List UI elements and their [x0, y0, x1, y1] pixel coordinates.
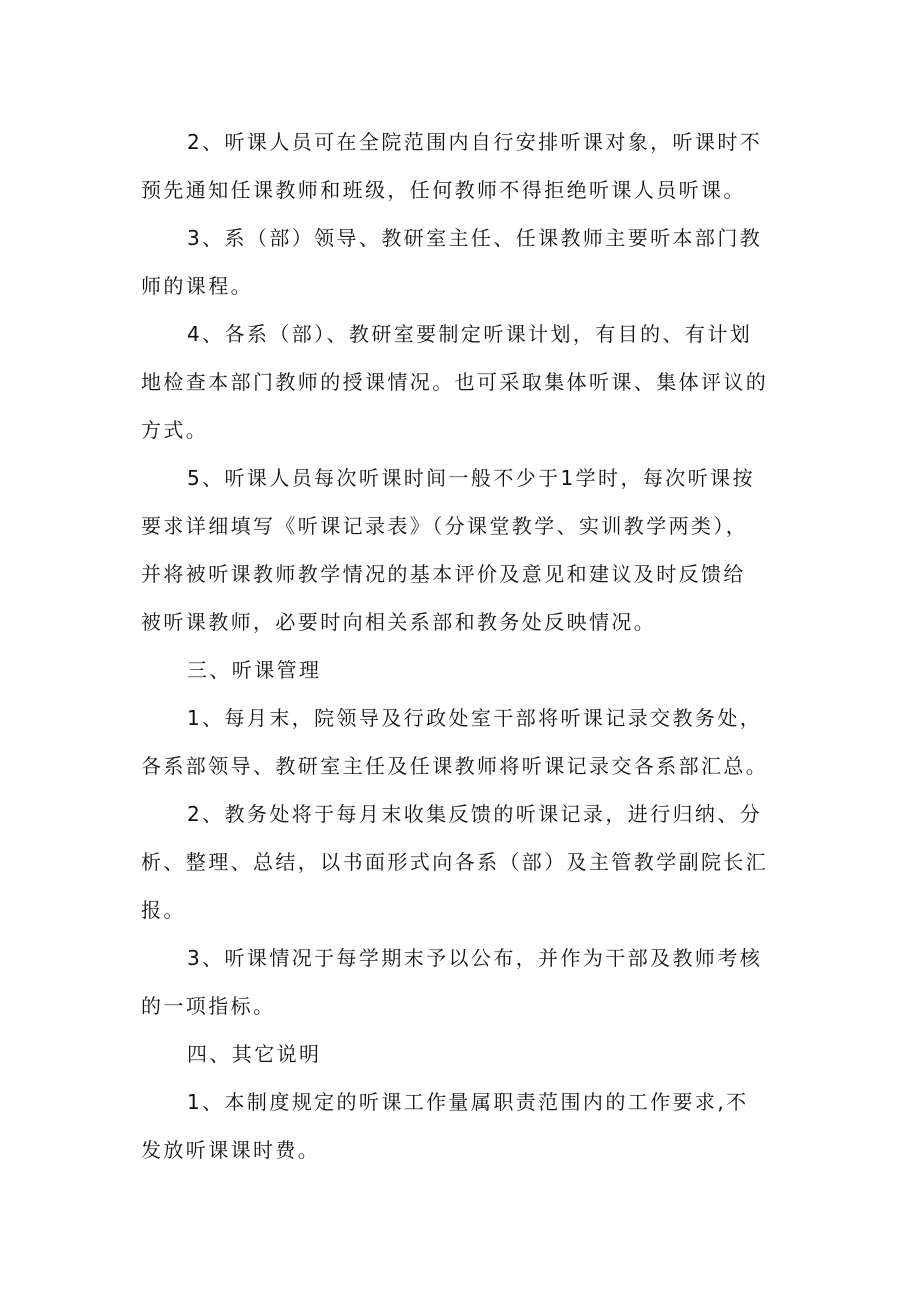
text-line: 的一项指标。: [141, 994, 276, 1018]
section-heading-other: [141, 1030, 791, 1078]
text-line: 地检查本部门教师的授课情况。也可采取集体听课、集体评议的: [141, 370, 769, 394]
text-line: 5、听课人员每次听课时间一般不少于1学时，每次听课按: [187, 466, 755, 490]
text-line: 3、听课情况于每学期末予以公布，并作为干部及教师考核: [187, 946, 763, 970]
text-line: 三、听课管理: [187, 658, 322, 682]
paragraph-attend-plan: [141, 310, 791, 454]
text-line: 被听课教师，必要时向相关系部和教务处反映情况。: [141, 610, 657, 634]
text-line: 析、整理、总结，以书面形式向各系（部）及主管教学副院长汇: [141, 850, 769, 874]
text-line: 预先通知任课教师和班级，任何教师不得拒绝听课人员听课。: [141, 178, 746, 202]
text-line: 2、听课人员可在全院范围内自行安排听课对象，听课时不: [187, 130, 763, 154]
text-line: 4、各系（部）、教研室要制定听课计划，有目的、有计划: [187, 322, 753, 346]
text-line: 1、每月末，院领导及行政处室干部将听课记录交教务处，: [187, 706, 763, 730]
paragraph-publish: [141, 934, 791, 1030]
text-line: 方式。: [141, 418, 209, 442]
text-line: 四、其它说明: [187, 1042, 322, 1066]
text-line: 报。: [141, 898, 186, 922]
paragraph-attend-record: [141, 454, 791, 646]
paragraph-summary-report: [141, 790, 791, 934]
document-body: [141, 118, 791, 1174]
paragraph-monthly-submit: [141, 694, 791, 790]
text-line: 发放听课课时费。: [141, 1138, 321, 1162]
paragraph-workload: [141, 1078, 791, 1174]
text-line: 3、系（部）领导、教研室主任、任课教师主要听本部门教: [187, 226, 763, 250]
text-line: 要求详细填写《听课记录表》（分课堂教学、实训教学两类），: [141, 514, 749, 538]
paragraph-department-attend: [141, 214, 791, 310]
text-line: 1、本制度规定的听课工作量属职责范围内的工作要求,不: [187, 1090, 749, 1114]
text-line: 并将被听课教师教学情况的基本评价及意见和建议及时反馈给: [141, 562, 746, 586]
section-heading-management: [141, 646, 791, 694]
text-line: 各系部领导、教研室主任及任课教师将听课记录交各系部汇总。: [141, 754, 769, 778]
paragraph-attend-scope: [141, 118, 791, 214]
text-line: 师的课程。: [141, 274, 253, 298]
text-line: 2、教务处将于每月末收集反馈的听课记录，进行归纳、分: [187, 802, 763, 826]
